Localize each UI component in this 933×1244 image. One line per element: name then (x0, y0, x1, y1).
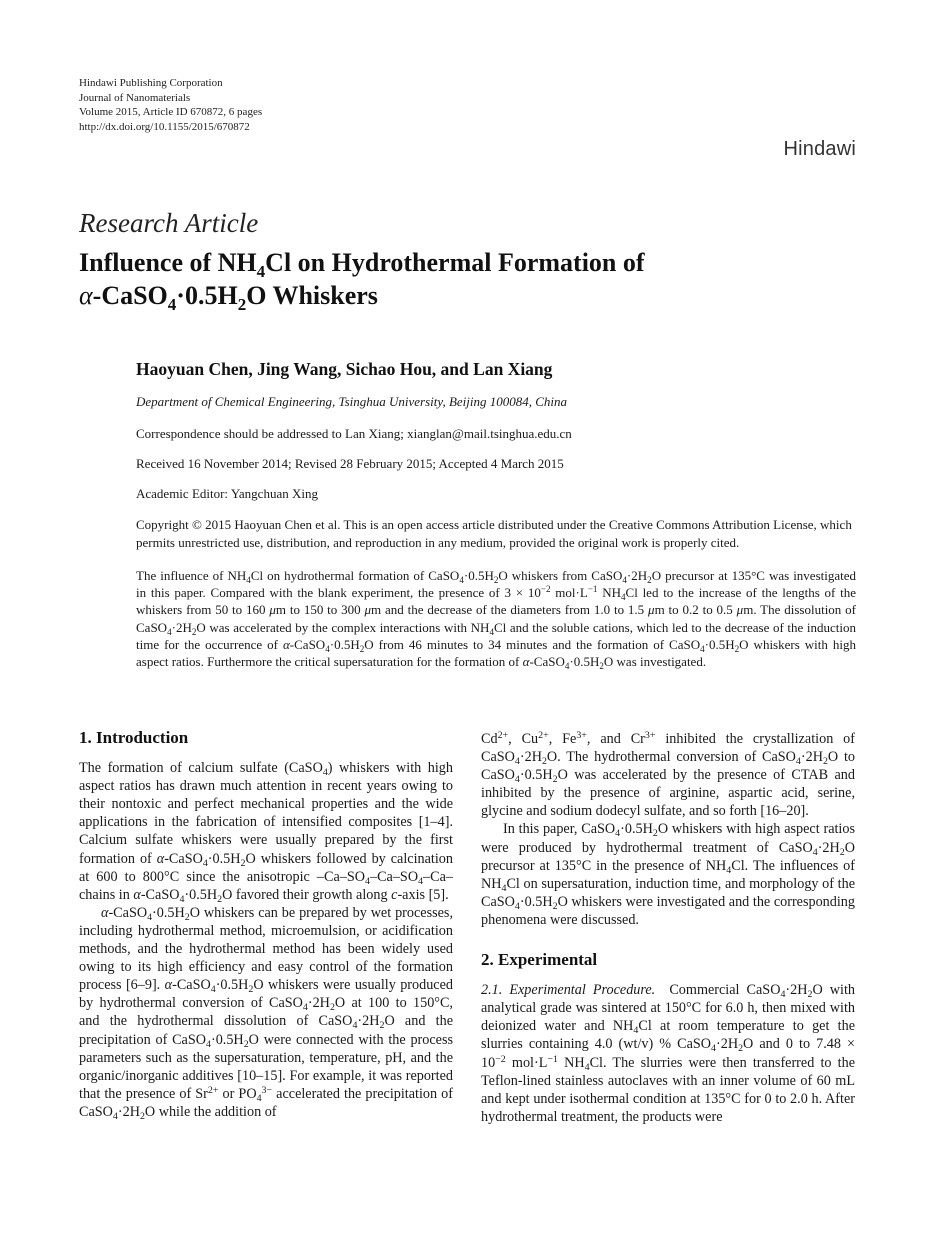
article-type: Research Article (79, 208, 259, 238)
abstract: The influence of $NH_4Cl$ on hydrothermal formation of $CaSO_4\cdot 0.5H_2O$ whiskers from $CaSO_4\cdot 2H_2O$ precursor at 135°C was investigated in this paper. Compared with the blank experiment, the presence of $3 \times 10^{-2}$ $mol\cdot L^{-1}$ $NH_4Cl$ led to the increase of the lengths of the whiskers from 50 to 160 μm to 150 to 300 μm and the decrease of the diameters from 1.0 to 1.5 μm to 0.2 to 0.5 μm. The dissolution of $CaSO_4\cdot 2H_2O$ was accelerated by the complex interactions with $NH_4Cl$ and the soluble cations, which led to the decrease of the induction time for the occurrence of $\alpha-CaSO_4\cdot 0.5H_2O$ from 46 minutes to 34 minutes and the formation of $CaSO_4\cdot 0.5H_2O$ whiskers with high aspect ratios. Furthermore the critical supersaturation for the formation of $\alpha-CaSO_4\cdot 0.5H_2O$ was investigated. (136, 568, 857, 672)
volume-info: Volume 2015, Article ID 670872, 6 pages (79, 106, 263, 119)
publisher: Hindawi Publishing Corporation (79, 77, 223, 89)
doi-link[interactable]: http://dx.doi.org/10.1155/2015/670872 (79, 120, 250, 133)
publisher-logo: Hindawi (783, 138, 856, 160)
intro-paragraph-2: $\alpha-CaSO_4\cdot 0.5H_2O$ whiskers can be prepared by wet processes, including hydrothermal method, microemulsion, or acidification methods, and the hydrothermal method has been widely used owing to its high efficiency and easy control of the formation process [6–9]. $\alpha-CaSO_4\cdot 0.5H_2O$ whiskers were usually produced by hydrothermal conversion of $CaSO_4\cdot 2H_2O$ at 100 to 150°C, and the hydrothermal dissolution of $CaSO_4\cdot 2H_2O$ and the precipitation of $CaSO_4\cdot 0.5H_2O$ were connected with the process parameters such as the supersaturation, temperature, pH, and the organic/inorganic additives [10–15]. For example, it was reported that the presence of $Sr^{2+}$ or $PO_4^{3-}$ accelerated the precipitation of $CaSO_4\cdot 2H_2O$ while the addition of (79, 904, 454, 1122)
copyright-notice: Copyright © 2015 Haoyuan Chen et al. This is an open access article distributed under the Creative Commons Attribution License, which permits unrestricted use, distribution, and reproduction in any medium, provided the original work is properly cited. (136, 517, 852, 550)
academic-editor: Academic Editor: Yangchuan Xing (136, 486, 318, 501)
experimental-paragraph-1: 2.1. Experimental Procedure. Commercial $CaSO_4\cdot 2H_2O$ with analytical grade was sintered at 150°C for 6.0 h, then mixed with deionized water and $NH_4Cl$ at room temperature to get the slurries containing 4.0 (wt/v) % $CaSO_4\cdot 2H_2O$ and 0 to $7.48 \times 10^{-2}$ $mol\cdot L^{-1}$ $NH_4Cl$. The slurries were then transferred to the Teflon-lined stainless autoclaves with an inner volume of 60 mL and kept under isothermal condition at 135°C for 0 to 2.0 h. After hydrothermal treatment, the products were (481, 982, 855, 1125)
introduction-heading: 1. Introduction (79, 728, 189, 747)
journal-header (79, 76, 262, 134)
intro-paragraph-1: The formation of calcium sulfate (CaSO$_4$) whiskers with high aspect ratios has drawn much attention in recent years owing to their nontoxic and perfect mechanical properties and the wide applications in the fabrication of intensified composites [1–4]. Calcium sulfate whiskers were usually prepared by the first formation of $\alpha-CaSO_4\cdot 0.5H_2O$ whiskers followed by calcination at 600 to 800°C since the anisotropic $-Ca-SO_4-Ca-SO_4-Ca$–chains in $\alpha-CaSO_4\cdot 0.5H_2O$ favored their growth along c-axis [5]. (79, 760, 453, 905)
left-column (79, 729, 453, 1121)
title-line-2: $\alpha-CaSO_4\cdot 0.5H_2O$ Whiskers (79, 281, 378, 314)
article-title (79, 246, 839, 312)
correspondence: Correspondence should be addressed to Lan Xiang; xianglan@mail.tsinghua.edu.cn (136, 426, 572, 441)
right-column (481, 730, 855, 1126)
experimental-heading: 2. Experimental (481, 950, 598, 970)
affiliation: Department of Chemical Engineering, Tsinghua University, Beijing 100084, China (136, 394, 568, 409)
journal-name: Journal of Nanomaterials (79, 91, 191, 104)
procedure-subheading: 2.1. Experimental Procedure. (481, 982, 656, 999)
intro-paragraph-3: In this paper, $CaSO_4\cdot 0.5H_2O$ whiskers with high aspect ratios were produced by hydrothermal treatment of $CaSO_4\cdot 2H_2O$ precursor at 135°C in the presence of $NH_4Cl$. The influences of $NH_4Cl$ on supersaturation, induction time, and morphology of the $CaSO_4\cdot 0.5H_2O$ whiskers were investigated and the corresponding phenomena were discussed. (481, 821, 855, 928)
intro-paragraph-2-cont: $Cd^{2+}$, $Cu^{2+}$, $Fe^{3+}$, and $Cr^{3+}$ inhibited the crystallization of $CaSO_4\cdot 2H_2O$. The hydrothermal conversion of $CaSO_4\cdot 2H_2O$ to $CaSO_4\cdot 0.5H_2O$ was accelerated by the presence of CTAB and inhibited by the presence of arginine, aspartic acid, serine, glycine and sodium dodecyl sulfate, and so forth [16–20]. (481, 730, 855, 820)
author-list: Haoyuan Chen, Jing Wang, Sichao Hou, and Lan Xiang (136, 359, 553, 379)
article-dates: Received 16 November 2014; Revised 28 February 2015; Accepted 4 March 2015 (136, 456, 564, 471)
title-line-1: Influence of $NH_4Cl$ on Hydrothermal Formation of (79, 248, 645, 281)
